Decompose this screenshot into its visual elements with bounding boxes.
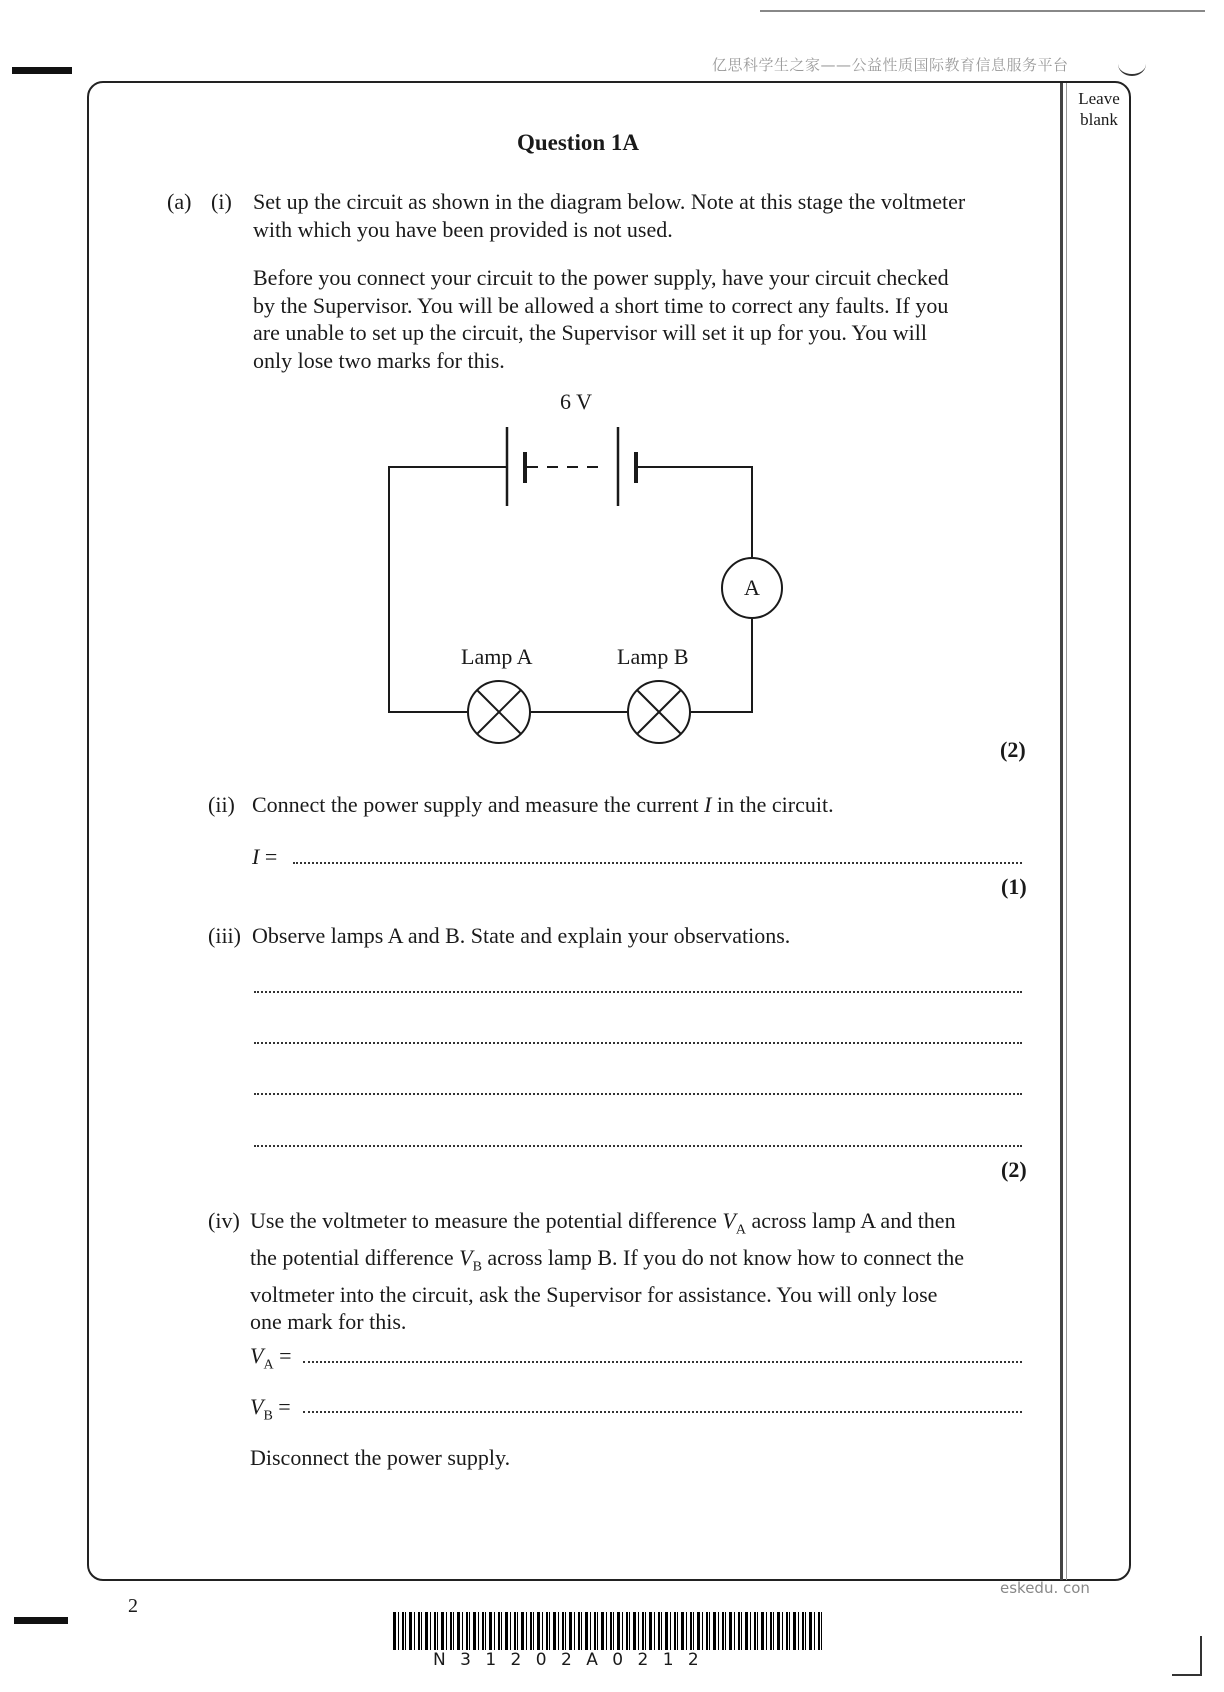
barcode	[393, 1612, 823, 1650]
part-ii-var: I	[704, 792, 712, 817]
page-number: 2	[128, 1595, 138, 1617]
va-sub: A	[263, 1357, 274, 1373]
part-iii-label: (iii)	[208, 923, 241, 948]
part-ii-text-b: in the circuit.	[711, 792, 834, 817]
part-iv-line2-sub: B	[472, 1259, 482, 1275]
part-i-para2-line4: only lose two marks for this.	[253, 347, 505, 373]
observation-answer-line-3[interactable]	[254, 1093, 1022, 1095]
part-i-para2-line1: Before you connect your circuit to the power supply, have your circuit checked	[253, 265, 949, 290]
leave-blank-line1: Leave	[1078, 89, 1120, 108]
current-answer-eq: =	[259, 844, 278, 869]
part-iv-line3: voltmeter into the circuit, ask the Supervisor for assistance. You will only lose	[250, 1281, 938, 1307]
va-var: V	[250, 1343, 264, 1368]
circuit-wires	[389, 467, 752, 712]
part-iv-text	[250, 1207, 1028, 1336]
part-iv-line1-sub: A	[735, 1222, 746, 1238]
part-a-label: (a)	[167, 189, 192, 214]
part-iii-text: Observe lamps A and B. State and explain your observations.	[252, 923, 791, 948]
vb-answer-label	[250, 1393, 291, 1430]
crop-mark-vertical	[1200, 1636, 1202, 1676]
disconnect-instruction: Disconnect the power supply.	[250, 1445, 511, 1470]
part-i-line2: with which you have been provided is not used.	[253, 216, 673, 242]
vb-answer-line[interactable]	[303, 1411, 1022, 1413]
part-i-para2-line2: by the Supervisor. You will be allowed a short time to correct any faults. If you	[253, 292, 949, 318]
part-ii-marks: (1)	[1001, 874, 1027, 899]
va-answer-line[interactable]	[303, 1361, 1022, 1363]
barcode-text: N 3 1 2 0 2 A 0 2 1 2	[433, 1650, 704, 1670]
part-iv-line1-b: across lamp A and then	[746, 1208, 956, 1233]
part-ii-text-a: Connect the power supply and measure the current	[252, 792, 705, 817]
part-iv-line1-a: Use the voltmeter to measure the potential difference	[250, 1208, 723, 1233]
part-iv-line2	[250, 1244, 1028, 1281]
current-answer-var: I	[252, 844, 260, 869]
observation-answer-line-1[interactable]	[254, 991, 1022, 993]
part-iv-line4: one mark for this.	[250, 1309, 407, 1335]
vb-var: V	[250, 1394, 264, 1419]
site-banner: 亿思科学生之家——公益性质国际教育信息服务平台	[712, 56, 1069, 74]
va-answer-label	[250, 1342, 292, 1379]
battery-cell-2-icon	[618, 427, 636, 506]
leave-blank-line2: blank	[1080, 110, 1118, 129]
ammeter-label: A	[744, 575, 760, 600]
part-iv-label: (iv)	[208, 1208, 240, 1233]
crop-mark-horizontal	[1172, 1674, 1202, 1676]
part-iv-line1-var: V	[722, 1208, 736, 1233]
part-iii-marks: (2)	[1001, 1157, 1027, 1182]
vb-eq: =	[272, 1394, 291, 1419]
part-iv-line2-var: V	[459, 1244, 473, 1270]
current-answer-label	[252, 843, 277, 871]
observation-answer-line-4[interactable]	[254, 1145, 1022, 1147]
part-i-para2-line3: are unable to set up the circuit, the Supervisor will set it up for you. You will	[253, 320, 927, 345]
lamp-b-icon	[628, 681, 690, 743]
part-i-label: (i)	[211, 189, 232, 214]
part-iv-line2-b: across lamp B. If you do not know how to connect the	[481, 1244, 964, 1270]
va-eq: =	[273, 1343, 292, 1368]
battery-cell-1-icon	[507, 427, 525, 506]
part-iv-line2-a: the potential difference	[250, 1244, 460, 1270]
part-iv-line1	[250, 1207, 1028, 1244]
vb-sub: B	[263, 1408, 273, 1424]
lamp-a-icon	[468, 681, 530, 743]
watermark: eskedu. con	[1000, 1579, 1090, 1597]
lamp-a-label: Lamp A	[461, 644, 533, 669]
part-ii-text	[252, 791, 834, 819]
lamp-b-label: Lamp B	[617, 644, 689, 669]
question-title: Question 1A	[516, 130, 640, 155]
part-i-line1: Set up the circuit as shown in the diagram below. Note at this stage the voltmeter	[253, 189, 966, 214]
supply-voltage-label: 6 V	[560, 389, 592, 414]
current-answer-line[interactable]	[293, 862, 1022, 864]
part-i-marks: (2)	[1000, 737, 1026, 762]
observation-answer-line-2[interactable]	[254, 1042, 1022, 1044]
part-ii-label: (ii)	[208, 792, 235, 817]
